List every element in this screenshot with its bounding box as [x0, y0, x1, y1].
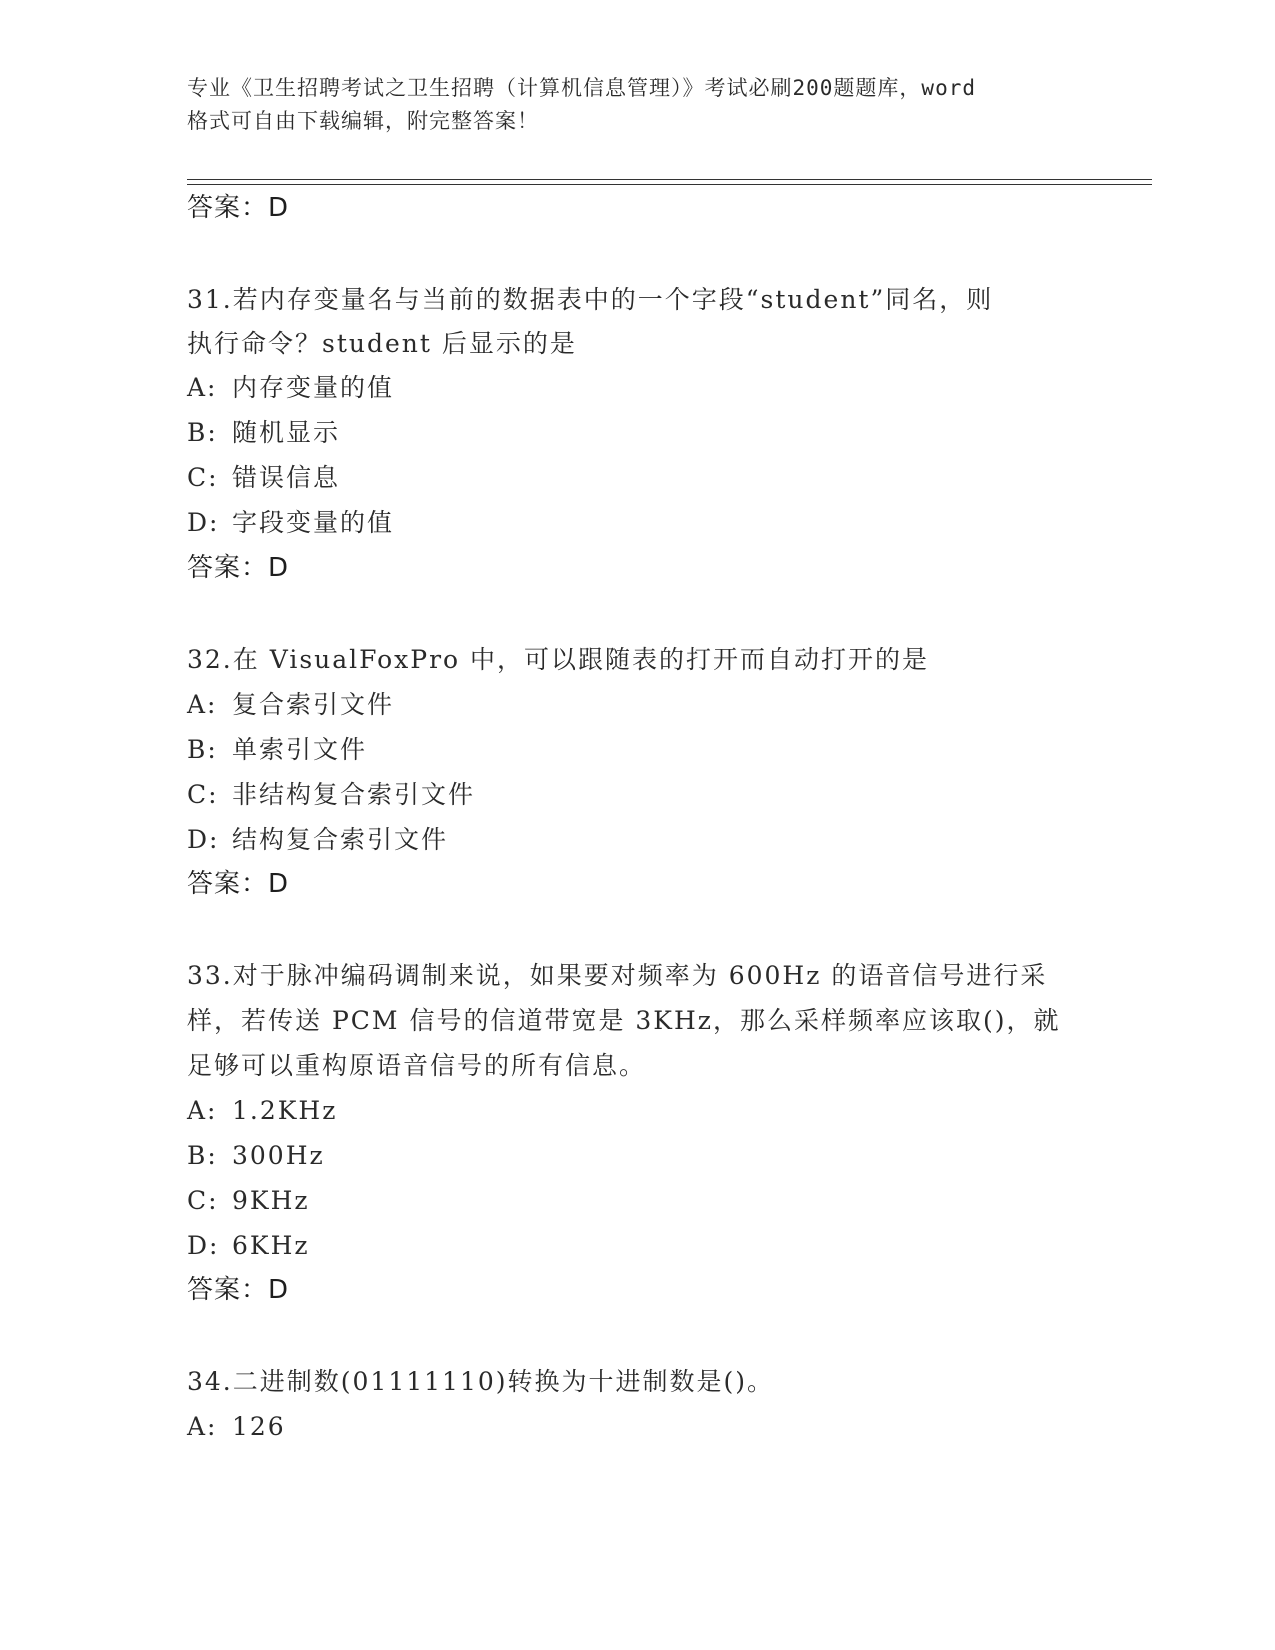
option-letter: A: — [187, 1412, 218, 1441]
header-divider-top — [187, 179, 1152, 180]
q32-option-d — [187, 823, 448, 857]
option-text: 9KHz — [232, 1186, 310, 1215]
option-letter: C: — [187, 780, 219, 809]
document-header — [187, 72, 1087, 138]
option-text: 复合索引文件 — [232, 690, 395, 719]
q31-option-b — [187, 416, 340, 450]
option-letter: B: — [187, 1141, 218, 1170]
previous-answer: 答案：D — [187, 193, 290, 223]
q34-stem-line-1: 34.二进制数(01111110)转换为十进制数是()。 — [187, 1367, 775, 1396]
option-letter: B: — [187, 418, 218, 447]
q33-option-a — [187, 1094, 337, 1128]
q33-option-d — [187, 1229, 310, 1263]
q33-option-c — [187, 1184, 310, 1218]
q32-stem-line-1: 32.在 VisualFoxPro 中，可以跟随表的打开而自动打开的是 — [187, 645, 930, 674]
option-letter: D: — [187, 508, 220, 537]
option-letter: A: — [187, 1096, 218, 1125]
q33-stem-line-3: 足够可以重构原语音信号的所有信息。 — [187, 1051, 647, 1080]
option-letter: D: — [187, 825, 220, 854]
q32-answer: 答案：D — [187, 869, 290, 899]
header-line-2: 格式可自由下载编辑，附完整答案！ — [187, 109, 539, 133]
option-text: 结构复合索引文件 — [232, 825, 449, 854]
option-text: 1.2KHz — [232, 1096, 338, 1125]
q33-option-b — [187, 1139, 325, 1173]
q31-option-c — [187, 461, 340, 495]
option-text: 126 — [232, 1412, 286, 1441]
header-divider-bottom — [187, 184, 1152, 185]
q34-option-a — [187, 1410, 286, 1444]
q31-answer: 答案：D — [187, 553, 290, 583]
option-text: 随机显示 — [232, 418, 341, 447]
q33-answer: 答案：D — [187, 1275, 290, 1305]
option-letter: B: — [187, 735, 218, 764]
option-text: 6KHz — [232, 1231, 310, 1260]
option-text: 内存变量的值 — [232, 373, 395, 402]
option-letter: C: — [187, 463, 219, 492]
option-text: 错误信息 — [232, 463, 341, 492]
option-text: 字段变量的值 — [232, 508, 395, 537]
q33-stem-line-2: 样，若传送 PCM 信号的信道带宽是 3KHz，那么采样频率应该取()，就 — [187, 1006, 1061, 1035]
q31-stem-line-1: 31.若内存变量名与当前的数据表中的一个字段“student”同名，则 — [187, 285, 994, 314]
q32-option-a — [187, 688, 394, 722]
header-line-1: 专业《卫生招聘考试之卫生招聘（计算机信息管理）》考试必刷200题题库，word — [187, 76, 976, 100]
q32-option-c — [187, 778, 475, 812]
option-text: 非结构复合索引文件 — [232, 780, 476, 809]
option-text: 300Hz — [232, 1141, 325, 1170]
q31-option-a — [187, 371, 394, 405]
q33-stem-line-1: 33.对于脉冲编码调制来说，如果要对频率为 600Hz 的语音信号进行采 — [187, 961, 1048, 990]
q31-option-d — [187, 506, 394, 540]
option-letter: A: — [187, 690, 218, 719]
option-letter: D: — [187, 1231, 220, 1260]
option-letter: C: — [187, 1186, 219, 1215]
option-text: 单索引文件 — [232, 735, 368, 764]
q31-stem-line-2: 执行命令？student 后显示的是 — [187, 329, 577, 358]
option-letter: A: — [187, 373, 218, 402]
q32-option-b — [187, 733, 367, 767]
